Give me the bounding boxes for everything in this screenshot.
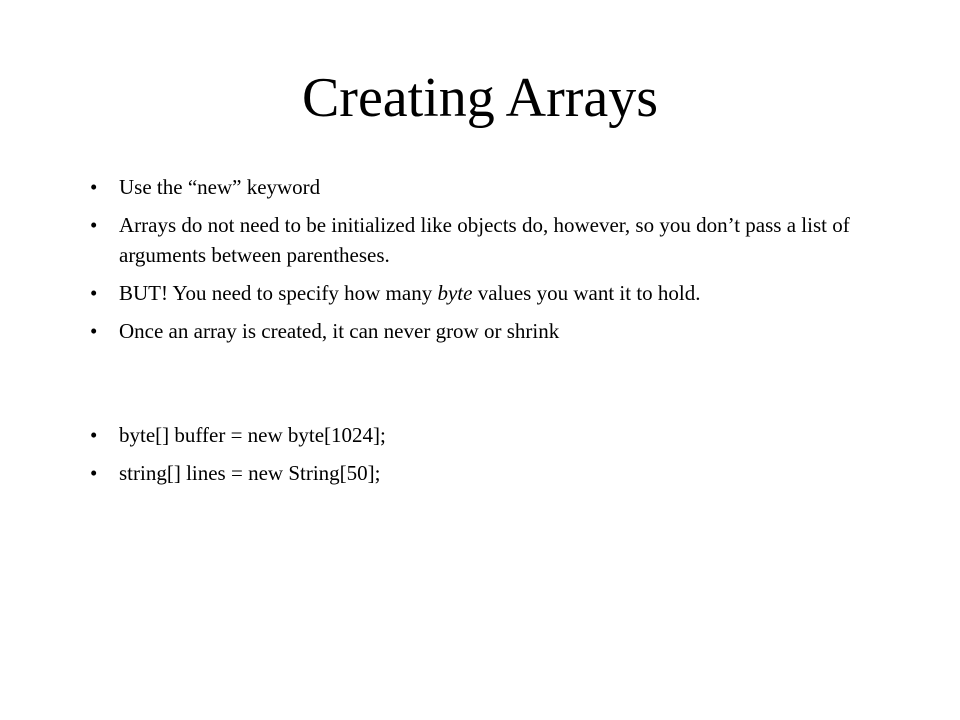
bullet-item-byte-example [90,420,870,450]
bullet-text: Once an array is created, it can never grow or shrink [119,319,560,343]
bullet-icon: • [90,461,98,485]
bullet-spacer [90,354,870,420]
bullet-text: Use the “new” keyword [119,175,321,199]
bullet-item-cannot-resize [90,316,870,346]
bullet-icon: • [90,281,98,305]
slide-title: Creating Arrays [301,67,659,129]
bullet-icon: • [90,175,98,199]
bullet-item-use-new-keyword [90,172,870,202]
bullet-text-emphasis: byte [437,281,473,305]
bullet-list [90,172,870,496]
bullet-icon: • [90,319,98,343]
bullet-item-specify-size [90,278,870,308]
bullet-icon: • [90,423,98,447]
bullet-text-start: BUT! You need to specify how many [119,281,438,305]
bullet-text: Arrays do not need to be initialized like objects do, however, so you don’t pass a list of arguments between parentheses. [119,213,850,267]
bullet-text: string[] lines = new String[50]; [119,461,381,485]
bullet-icon: • [90,213,98,237]
bullet-text-end: values you want it to hold. [472,281,701,305]
bullet-item-not-initialized [90,210,870,270]
bullet-text: byte[] buffer = new byte[1024]; [119,423,386,447]
bullet-item-string-example [90,458,870,488]
